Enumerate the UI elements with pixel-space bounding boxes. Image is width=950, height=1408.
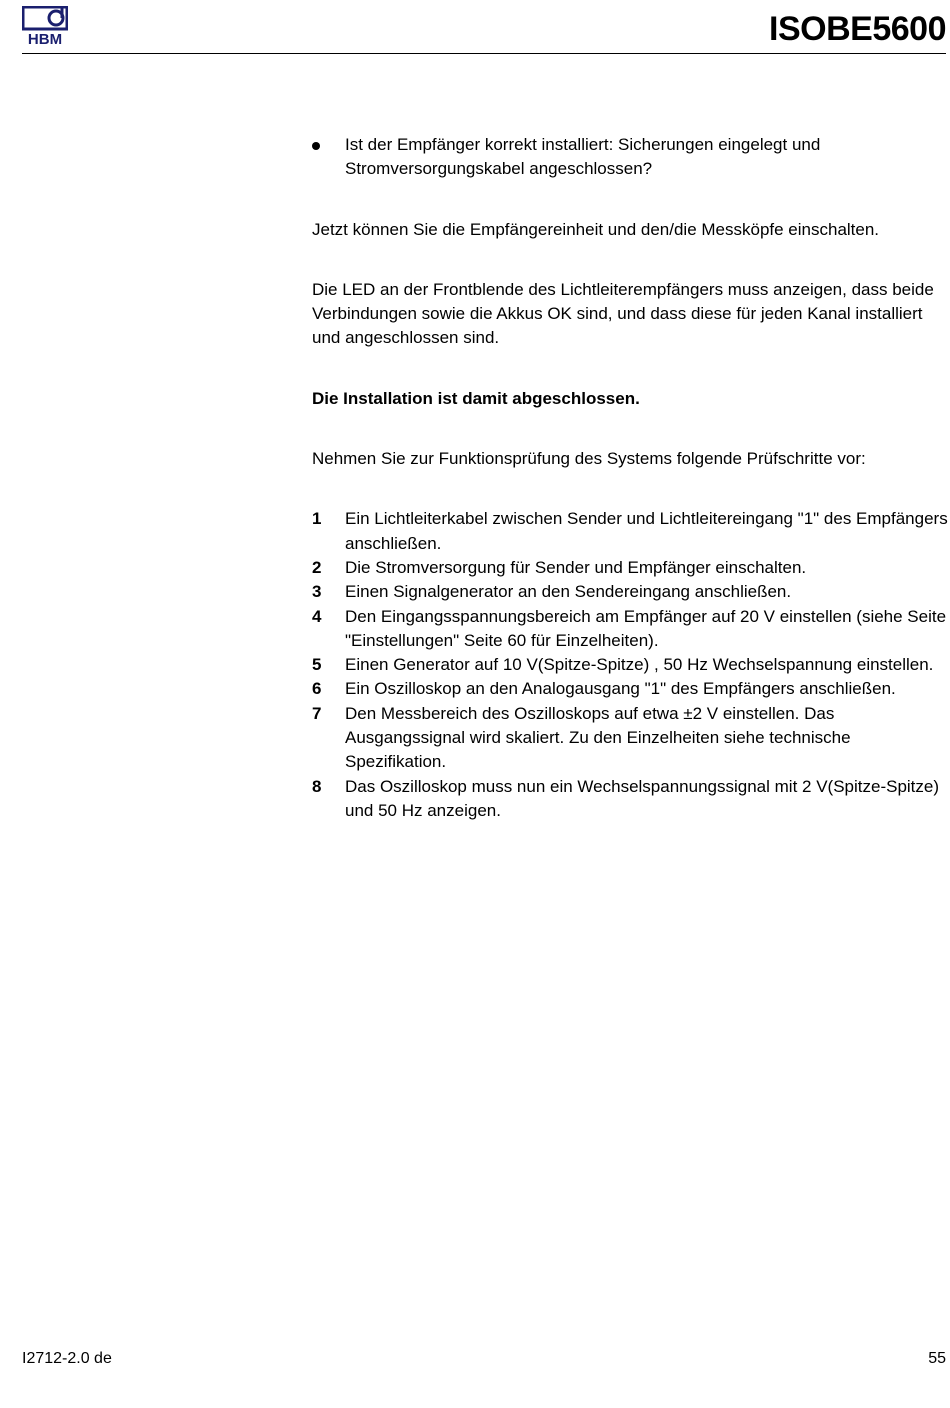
test-step [312, 580, 950, 604]
bullet-text: Ist der Empfänger korrekt installiert: Sicherungen eingelegt und Stromversorgungskabel angeschlossen? [345, 135, 821, 179]
bullet-item [312, 133, 950, 182]
test-step [312, 605, 950, 654]
step-number: 8 [312, 776, 322, 796]
header-divider [22, 53, 946, 54]
step-text: Ein Oszilloskop an den Analogausgang "1" des Empfängers anschließen. [345, 679, 896, 699]
step-text: Das Oszilloskop muss nun ein Wechselspannungssignal mit 2 V(Spitze-Spitze) und 50 Hz anzeigen. [345, 776, 940, 820]
step-text: Den Eingangsspannungsbereich am Empfänger auf 20 V einstellen (siehe Seite "Einstellungen" Seite 60 für Einzelheiten). [345, 606, 947, 650]
test-step [312, 677, 950, 701]
page-content [312, 133, 950, 823]
test-step [312, 702, 950, 775]
step-number: 1 [312, 509, 322, 529]
step-number: 7 [312, 703, 322, 723]
step-text: Einen Signalgenerator an den Sendereingang anschließen. [345, 582, 792, 602]
document-title: ISOBE5600 [769, 10, 946, 48]
step-text: Einen Generator auf 10 V(Spitze-Spitze) , 50 Hz Wechselspannung einstellen. [345, 655, 934, 675]
hbm-logo-icon [22, 6, 68, 46]
footer-page-number: 55 [928, 1350, 946, 1367]
step-text: Ein Lichtleiterkabel zwischen Sender und Lichtleitereingang "1" des Empfängers anschließen. [345, 509, 948, 553]
test-steps-list [312, 507, 950, 823]
step-text: Den Messbereich des Oszilloskops auf etwa ±2 V einstellen. Das Ausgangssignal wird skaliert. Zu den Einzelheiten siehe technische Spezifikation. [345, 703, 851, 772]
step-number: 4 [312, 606, 322, 626]
footer-doc-id: I2712-2.0 de [22, 1350, 112, 1367]
test-step [312, 653, 950, 677]
test-step [312, 556, 950, 580]
step-text: Die Stromversorgung für Sender und Empfänger einschalten. [345, 557, 807, 577]
paragraph-led-status: Die LED an der Frontblende des Lichtleiterempfängers muss anzeigen, dass beide Verbindungen sowie die Akkus OK sind, und dass diese für jeden Kanal installiert und angeschlossen sind. [312, 279, 934, 348]
paragraph-installation-complete: Die Installation ist damit abgeschlossen. [312, 388, 640, 408]
step-number: 2 [312, 557, 322, 577]
hbm-logo [22, 6, 68, 46]
step-number: 6 [312, 679, 322, 699]
step-number: 5 [312, 655, 322, 675]
bullet-icon [312, 142, 320, 150]
paragraph-test-intro: Nehmen Sie zur Funktionsprüfung des Systems folgende Prüfschritte vor: [312, 449, 866, 469]
test-step [312, 507, 950, 556]
paragraph-switch-on: Jetzt können Sie die Empfängereinheit und den/die Messköpfe einschalten. [312, 219, 880, 239]
hbm-logo-text: HBM [27, 31, 63, 46]
step-number: 3 [312, 582, 322, 602]
test-step [312, 775, 950, 824]
